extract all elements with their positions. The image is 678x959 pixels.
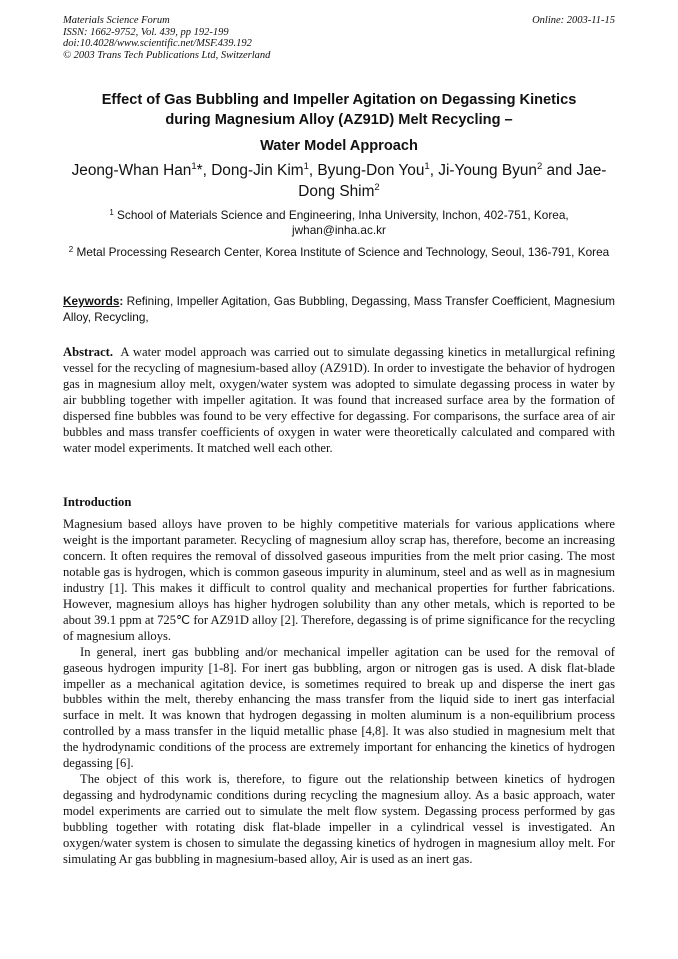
journal-name: Materials Science Forum xyxy=(63,15,170,26)
corresponding-author-marker: *, xyxy=(196,162,212,179)
title-line-1: Effect of Gas Bubbling and Impeller Agitation on Degassing Kinetics xyxy=(101,92,577,108)
abstract-section xyxy=(63,345,619,457)
author-separator: , xyxy=(429,162,439,179)
online-date: Online: 2003-11-15 xyxy=(532,15,615,26)
author-name: Ji-Young Byun xyxy=(438,162,537,179)
author-separator: and xyxy=(542,162,577,179)
abstract-text: A water model approach was carried out to simulate degassing kinetics in metallurgical refining vessel for the recycling of magnesium-based alloy (AZ91D). In order to investigate the behavior of hydrogen gas in magnesium alloy melt, oxygen/water system was adopted to simulate degassing process in water by air bubbling together with impeller agitation. It was found that increased surface area by the formation of dispersed fine bubbles was found to be very effective for degassing. For comparisons, the surface area of air bubbles and mass transfer coefficients of oxygen in water were theoretically calculated and compared with water model experiments. It matched well each other. xyxy=(63,345,619,455)
title-line-3: Water Model Approach xyxy=(260,138,418,154)
keywords-section xyxy=(63,294,615,325)
author-list xyxy=(63,161,615,202)
issn-line: ISSN: 1662-9752, Vol. 439, pp 192-199 xyxy=(63,26,229,38)
affiliation-1 xyxy=(63,208,615,238)
author-affil-marker: 1 xyxy=(303,161,309,172)
author-affil-marker: 1 xyxy=(424,161,430,172)
author-name: Jae-Dong Shim xyxy=(298,162,607,200)
abstract-label: Abstract. xyxy=(63,345,114,359)
doi-line[interactable]: doi:10.4028/www.scientific.net/MSF.439.192 xyxy=(63,38,252,49)
author-separator: , xyxy=(308,162,318,179)
affiliation-text: Metal Processing Research Center, Korea Institute of Science and Technology, Seoul, 136-791, Korea xyxy=(73,245,610,259)
author-affil-marker: 2 xyxy=(374,181,380,193)
paper-title xyxy=(63,90,615,156)
introduction-body xyxy=(63,517,615,868)
affiliation-2 xyxy=(63,245,615,260)
author-name: Dong-Jin Kim xyxy=(211,162,304,179)
intro-paragraph-2: In general, inert gas bubbling and/or mechanical impeller agitation can be used for the removal of gaseous hydrogen impurity [1-8]. For inert gas bubbling, argon or nitrogen gas is used. A disk flat-blade impeller as a mechanical agitation device, is sometimes required to break up and disperse the inert gas bubbles within the melt, thereby enhancing the mass transfer from the liquid side to inert gas interfacial surface in melt. It was known that hydrogen degassing in molten aluminum is a non-equilibrium process controlled by a mass transfer in the liquid metallic phase [4,8]. It was also studied in magnesium melt that the hydrodynamic conditions of the process are extremely important for enhancing the kinetics of hydrogen degassing [6]. xyxy=(63,644,615,771)
intro-paragraph-1: Magnesium based alloys have proven to be highly competitive materials for various applications where weight is the important parameter. Recycling of magnesium alloy scrap has, therefore, become an increasing concern. It often requires the removal of dissolved gaseous impurities from the melt prior casing. The most notable gas is hydrogen, which is common gaseous impurity in aluminum, steel and as well as in magnesium industry [1]. This makes it difficult to control quality and mechanical properties for further fabrications. However, magnesium alloys has higher hydrogen solubility than any other metals, which is reported to be about 39.1 ppm at 725℃ for AZ91D alloy [2]. Therefore, degassing is of prime significance for the recycling of magnesium alloys. xyxy=(63,517,615,643)
keywords-text: Refining, Impeller Agitation, Gas Bubbling, Degassing, Mass Transfer Coefficient, Magnesium Alloy, Recycling, xyxy=(63,294,615,324)
keywords-colon: : xyxy=(119,294,124,308)
publication-info xyxy=(63,15,270,61)
author-name: Byung-Don You xyxy=(317,162,425,179)
affiliation-marker: 1 xyxy=(109,208,114,217)
author-affil-marker: 1 xyxy=(191,161,197,172)
affiliation-text: School of Materials Science and Engineering, Inha University, Inchon, 402-751, Korea, xyxy=(113,208,569,222)
author-email[interactable]: jwhan@inha.ac.kr xyxy=(292,223,386,237)
introduction-heading: Introduction xyxy=(63,495,132,509)
affiliation-marker: 2 xyxy=(68,245,74,254)
keywords-label: Keywords xyxy=(63,294,120,308)
intro-paragraph-3: The object of this work is, therefore, to figure out the relationship between kinetics of hydrogen degassing and hydrodynamic conditions during recycling the magnesium alloy. As a basic approach, water model experiments are carried out to simulate the melt flow system. Degassing process performed by gas bubbling together with rotating disk flat-blade impeller in a cylindrical vessel is investigated. An oxygen/water system is chosen to simulate the degassing kinetics of hydrogen in magnesium alloy melt. For simulating Ar gas bubbling in magnesium-based alloy, Air is used as an inert gas. xyxy=(63,772,615,867)
copyright-line: © 2003 Trans Tech Publications Ltd, Switzerland xyxy=(63,49,271,61)
title-line-2: during Magnesium Alloy (AZ91D) Melt Recycling – xyxy=(165,112,513,128)
author-name: Jeong-Whan Han xyxy=(71,162,192,179)
author-affil-marker: 2 xyxy=(536,161,543,172)
